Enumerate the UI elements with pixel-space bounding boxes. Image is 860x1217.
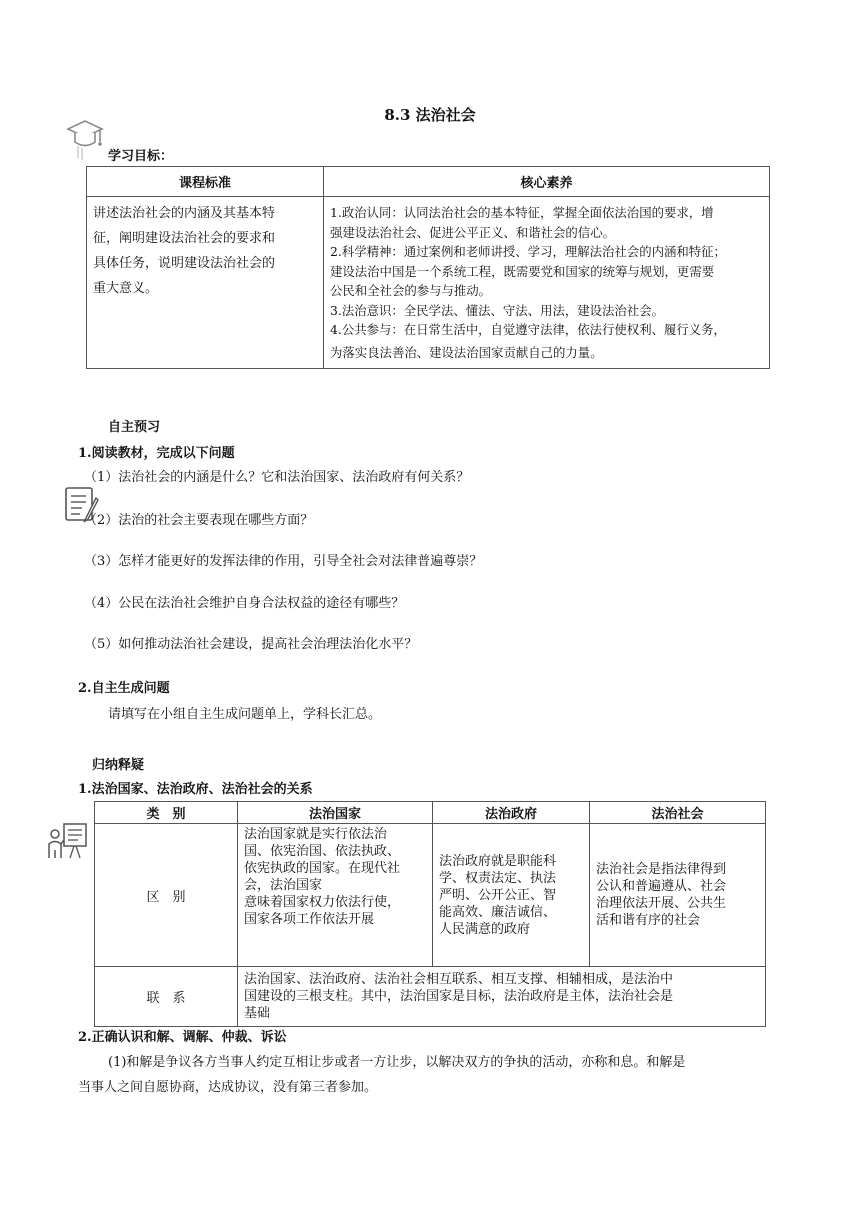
row-label-connection: 联 系 bbox=[95, 967, 238, 1027]
teacher-board-icon bbox=[46, 820, 90, 862]
preview-section-1: 1.阅读教材，完成以下问题 bbox=[78, 446, 235, 461]
government-line: 法治政府就是职能科 bbox=[439, 853, 557, 869]
summary-section-1: 1.法治国家、法治政府、法治社会的关系 bbox=[78, 782, 313, 797]
government-line: 人民满意的政府 bbox=[439, 921, 531, 937]
summary-heading: 归纳释疑 bbox=[92, 758, 145, 773]
literacy-line: 2.科学精神：通过案例和老师讲授、学习，理解法治社会的内涵和特征； bbox=[330, 244, 726, 259]
relation-header-state: 法治国家 bbox=[238, 802, 433, 824]
literacy-line: 3.法治意识：全民学法、懂法、守法、用法，建设法治社会。 bbox=[330, 302, 664, 318]
question-4: （4）公民在法治社会维护自身合法权益的途径有哪些？ bbox=[84, 596, 405, 611]
government-line: 严明、公开公正、智 bbox=[439, 887, 557, 903]
state-line: 法治国家就是实行依法治 bbox=[244, 827, 388, 842]
relation-header-society: 法治社会 bbox=[590, 802, 766, 824]
literacy-cell bbox=[324, 197, 770, 369]
standard-line: 重大意义。 bbox=[93, 281, 159, 296]
goals-header-standard: 课程标准 bbox=[87, 167, 324, 197]
goals-header-literacy: 核心素养 bbox=[324, 167, 770, 197]
page-title: 8.3 法治社会 bbox=[384, 106, 476, 124]
standard-cell bbox=[87, 197, 324, 369]
society-line: 活和谐有序的社会 bbox=[596, 913, 701, 928]
standard-line: 具体任务，说明建设法治社会的 bbox=[93, 256, 276, 271]
society-cell bbox=[590, 824, 766, 967]
paragraph-line: (1)和解是争议各方当事人约定互相让步或者一方让步，以解决双方的争执的活动，亦称和息。和解是 bbox=[108, 1055, 686, 1070]
literacy-line: 1.政治认同：认同法治社会的基本特征，掌握全面依法治国的要求，增 bbox=[330, 205, 714, 220]
literacy-line: 4.公共参与：在日常生活中，自觉遵守法律，依法行使权利、履行义务， bbox=[330, 322, 726, 337]
relation-header-category: 类 别 bbox=[95, 802, 238, 824]
state-line: 国、依宪治国、依法执政、 bbox=[244, 844, 401, 859]
connection-line: 国建设的三根支柱。其中，法治国家是目标，法治政府是主体，法治社会是 bbox=[244, 989, 674, 1004]
state-line: 意味着国家权力依法行使， bbox=[244, 895, 401, 910]
standard-line: 征，阐明建设法治社会的要求和 bbox=[93, 231, 276, 246]
goals-label: 学习目标： bbox=[108, 149, 174, 164]
row-label-difference: 区 别 bbox=[95, 824, 238, 967]
preview-section-2-text: 请填写在小组自主生成问题单上，学科长汇总。 bbox=[108, 707, 382, 722]
connection-line: 基础 bbox=[244, 1006, 271, 1021]
society-line: 治理依法开展、公共生 bbox=[596, 896, 727, 911]
preview-section-2: 2.自主生成问题 bbox=[78, 681, 170, 696]
question-2: （2）法治的社会主要表现在哪些方面？ bbox=[84, 513, 314, 528]
government-line: 学、权责法定、执法 bbox=[439, 870, 557, 886]
society-line: 法治社会是指法律得到 bbox=[596, 862, 727, 877]
literacy-line: 公民和全社会的参与与推动。 bbox=[330, 283, 492, 298]
preview-heading: 自主预习 bbox=[108, 420, 161, 435]
government-line: 能高效、廉洁诚信、 bbox=[439, 904, 557, 920]
state-cell bbox=[238, 824, 433, 967]
paragraph-line: 当事人之间自愿协商，达成协议，没有第三者参加。 bbox=[78, 1080, 378, 1095]
literacy-line: 为落实良法善治、建设法治国家贡献自己的力量。 bbox=[330, 344, 603, 360]
connection-line: 法治国家、法治政府、法治社会相互联系、相互支撑、相辅相成，是法治中 bbox=[244, 972, 674, 987]
standard-line: 讲述法治社会的内涵及其基本特 bbox=[93, 206, 276, 221]
summary-section-2: 2.正确认识和解、调解、仲裁、诉讼 bbox=[78, 1030, 287, 1045]
state-line: 会，法治国家 bbox=[244, 878, 323, 893]
question-3: （3）怎样才能更好的发挥法律的作用，引导全社会对法律普遍尊崇？ bbox=[84, 554, 483, 569]
literacy-line: 强建设法治社会、促进公平正义、和谐社会的信心。 bbox=[330, 224, 615, 240]
literacy-line: 建设法治中国是一个系统工程，既需要党和国家的统筹与规划，更需要 bbox=[330, 263, 715, 279]
state-line: 依宪执政的国家。在现代社 bbox=[244, 861, 401, 876]
relation-header-government: 法治政府 bbox=[433, 802, 590, 824]
connection-cell bbox=[238, 967, 766, 1027]
society-line: 公认和普遍遵从、社会 bbox=[596, 879, 727, 894]
question-5: （5）如何推动法治社会建设，提高社会治理法治化水平？ bbox=[84, 637, 418, 652]
state-line: 国家各项工作依法开展 bbox=[244, 912, 375, 927]
relation-table bbox=[94, 801, 766, 1027]
goals-table bbox=[86, 166, 770, 369]
government-cell bbox=[433, 824, 590, 967]
graduation-cap-icon bbox=[66, 118, 104, 162]
question-1: （1）法治社会的内涵是什么？它和法治国家、法治政府有何关系？ bbox=[84, 470, 470, 485]
